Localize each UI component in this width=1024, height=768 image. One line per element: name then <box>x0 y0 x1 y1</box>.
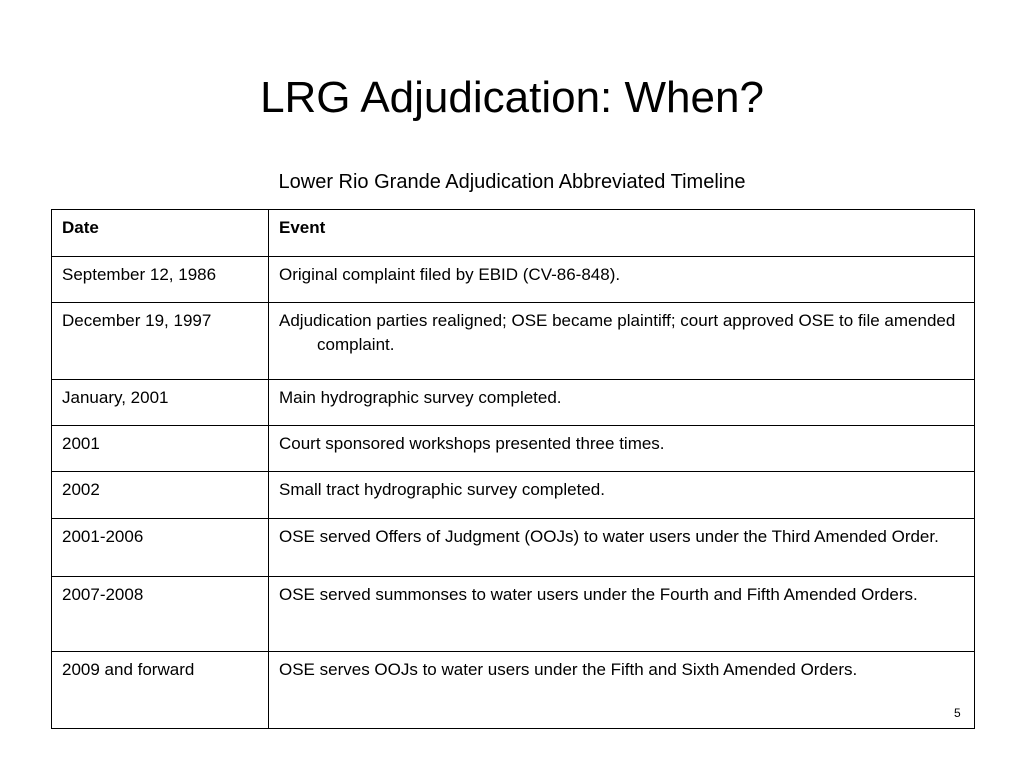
date-cell: 2007-2008 <box>52 577 269 652</box>
date-cell: 2002 <box>52 472 269 519</box>
date-cell: January, 2001 <box>52 380 269 426</box>
event-text: OSE served Offers of Judgment (OOJs) to water users under the Third Amended Order. <box>279 527 939 546</box>
event-text: Original complaint filed by EBID (CV-86-848). <box>279 265 621 284</box>
event-text: Adjudication parties realigned; OSE became plaintiff; court approved OSE to file amended complaint. <box>279 311 956 354</box>
timeline-table <box>51 209 975 729</box>
event-cell <box>269 519 975 577</box>
table-row <box>52 577 975 652</box>
date-cell: September 12, 1986 <box>52 257 269 303</box>
event-text: Court sponsored workshops presented three times. <box>279 434 665 453</box>
date-cell: 2001 <box>52 426 269 472</box>
page-number: 5 <box>954 706 961 720</box>
slide-title: LRG Adjudication: When? <box>260 73 764 122</box>
event-cell <box>269 303 975 380</box>
table-row <box>52 380 975 426</box>
date-cell: 2009 and forward <box>52 652 269 729</box>
event-cell <box>269 380 975 426</box>
table-row <box>52 257 975 303</box>
table-header-row <box>52 210 975 257</box>
table-caption: Lower Rio Grande Adjudication Abbreviated Timeline <box>278 171 746 193</box>
event-cell <box>269 472 975 519</box>
event-cell <box>269 257 975 303</box>
date-cell: December 19, 1997 <box>52 303 269 380</box>
table-row <box>52 519 975 577</box>
event-text: OSE served summonses to water users under the Fourth and Fifth Amended Orders. <box>279 585 918 604</box>
event-cell <box>269 426 975 472</box>
column-header-event: Event <box>269 210 975 257</box>
event-cell <box>269 652 975 729</box>
column-header-date: Date <box>52 210 269 257</box>
table-row <box>52 303 975 380</box>
event-cell <box>269 577 975 652</box>
table-row <box>52 426 975 472</box>
date-cell: 2001-2006 <box>52 519 269 577</box>
table-row <box>52 652 975 729</box>
event-text: Main hydrographic survey completed. <box>279 388 562 407</box>
event-text: Small tract hydrographic survey completed. <box>279 480 605 499</box>
table-row <box>52 472 975 519</box>
event-text: OSE serves OOJs to water users under the Fifth and Sixth Amended Orders. <box>279 660 858 679</box>
